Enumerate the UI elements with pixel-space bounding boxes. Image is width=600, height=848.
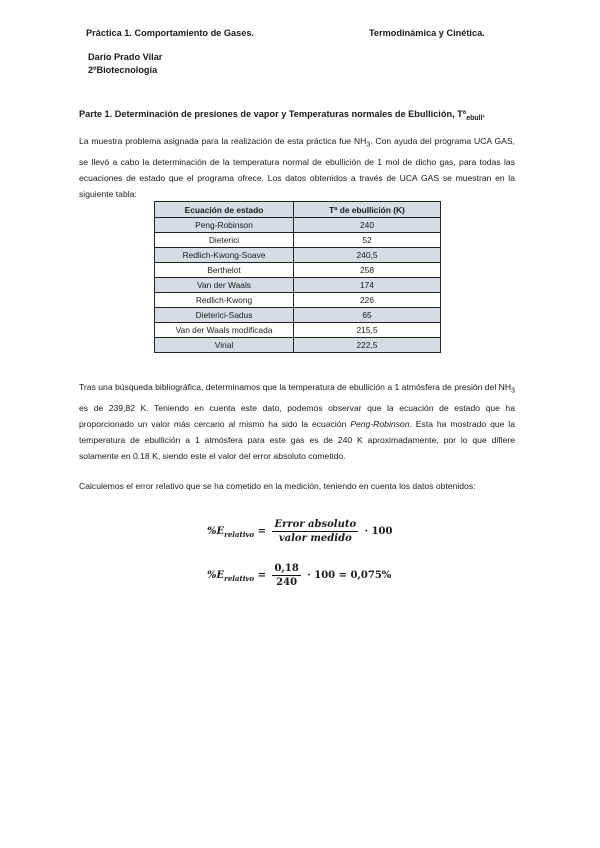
table-row [155,233,441,248]
formula-1-lhs-sub: relativo [224,530,255,539]
temperature-cell: 222,5 [294,338,441,353]
formula-2-numerator: 0,18 [274,563,299,574]
formula-1-numerator: Error absoluto [274,519,357,530]
formula-1-equals: = [254,526,270,537]
equation-cell: Redlich-Kwong [155,293,294,308]
formula-2-fraction [272,563,300,588]
boiling-temperature-table [154,201,441,353]
formula-1-denominator: valor medido [278,533,352,544]
equation-cell: Van der Waals modificada [155,323,294,338]
header-left-title: Práctica 1. Comportamiento de Gases. [86,28,254,38]
section-title-text: Parte 1. Determinación de presiones de vapor y Temperaturas normales de Ebullición, Tª [79,109,467,119]
formula-relative-error-result [207,563,391,588]
section-title [79,109,485,122]
equation-cell: Redlich-Kwong-Soave [155,248,294,263]
paragraph-intro-text-a: La muestra problema asignada para la realización de esta práctica fue NH [79,136,367,146]
table-row [155,338,441,353]
paragraph-discussion-text-c: Esta ha mostrado que la temperatura de ebullición a 1 atmósfera para este gas es de 240 K aproximadamente, por lo que difiere solamente en 0.18 K, siendo este el valor del error absoluto cometido. [79,418,515,461]
course-name: 2ºBiotecnología [88,65,158,75]
table-header-row [155,202,441,218]
formula-relative-error [207,519,392,544]
paragraph-discussion-text-b: es de 239,82 K. Teniendo en cuenta este dato, podemos observar que la ecuación de estado que ha proporcionado un valor más cercano al mismo ha sido la ecuación [79,402,515,429]
table-row [155,278,441,293]
table-row [155,218,441,233]
equation-cell: Virial [155,338,294,353]
formula-2-tail: · 100 = 0,075% [303,570,392,581]
paragraph-intro [79,133,515,202]
temperature-cell: 240,5 [294,248,441,263]
section-title-end: . [482,109,486,119]
peng-robinson-italic: Peng-Robinson. [350,418,412,429]
equation-cell: Van der Waals [155,278,294,293]
formula-1-lhs: %E [207,526,225,537]
table-row [155,263,441,278]
formula-2-lhs-sub: relativo [224,574,255,583]
section-title-sub: ebull [466,114,483,122]
temperature-cell: 240 [294,218,441,233]
author-name: Darío Prado Vilar [88,52,163,62]
formula-2-equals: = [254,570,270,581]
table-header-temperature: Tª de ebullición (K) [294,202,441,218]
formula-1-tail: · 100 [361,526,393,537]
formula-2-lhs: %E [207,570,225,581]
equation-cell: Dieterici-Sadus [155,308,294,323]
table-header-equation: Ecuación de estado [155,202,294,218]
nh3-subscript: 3 [511,387,515,395]
table-row [155,293,441,308]
temperature-cell: 65 [294,308,441,323]
temperature-cell: 226 [294,293,441,308]
table-row [155,323,441,338]
temperature-cell: 215,5 [294,323,441,338]
paragraph-relative-error: Calculemos el error relativo que se ha cometido en la medición, teniendo en cuenta los datos obtenidos: [79,481,476,491]
formula-2-denominator: 240 [276,577,298,588]
temperature-cell: 258 [294,263,441,278]
temperature-cell: 52 [294,233,441,248]
equation-cell: Berthelot [155,263,294,278]
paragraph-intro-text-b: . Con ayuda del programa UCA GAS, se llevó a cabo la determinación de la temperatura normal de ebullición de 1 mol de dicho gas, para todas las ecuaciones de estado que el programa ofrece. Los datos obtenidos a través de UCA GAS se muestran en la siguiente tabla: [79,136,515,199]
formula-1-fraction [272,519,358,544]
paragraph-discussion-text-a: Tras una búsqueda bibliográfica, determinamos que la temperatura de ebullición a 1 atmósfera de presión del NH [79,382,512,392]
nh3-subscript: 3 [366,141,371,149]
temperature-cell: 174 [294,278,441,293]
equation-cell: Dieterici [155,233,294,248]
equation-cell: Peng-Robinson [155,218,294,233]
paragraph-discussion [79,379,515,464]
header-right-title: Termodinámica y Cinética. [369,28,485,38]
table-row [155,248,441,263]
table-row [155,308,441,323]
